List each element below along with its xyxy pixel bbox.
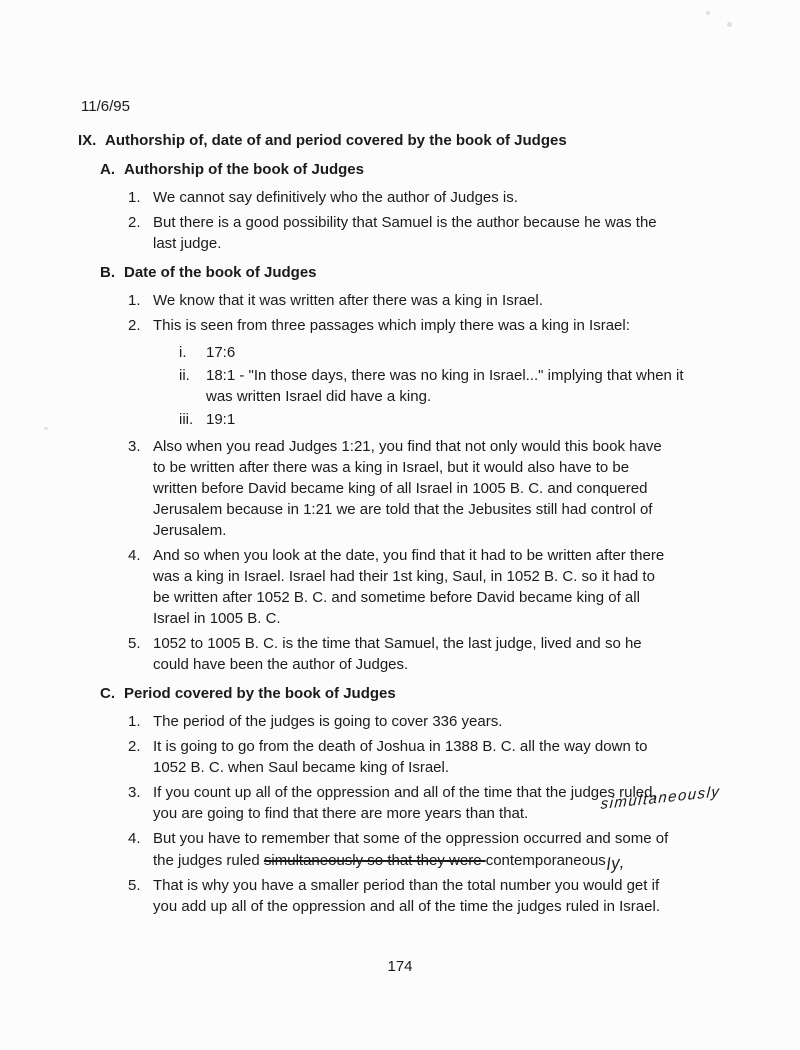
item-body — [153, 290, 746, 311]
text-line — [153, 290, 746, 311]
scan-artifact — [706, 11, 710, 15]
text-run: This is seen from three passages which imply there was a king in Israel: — [153, 317, 630, 334]
section-heading — [100, 159, 746, 180]
text-run: you are going to find that there are more years than that. — [153, 805, 529, 822]
section-a — [78, 159, 746, 254]
outline-item — [128, 290, 746, 311]
section-b — [78, 262, 746, 675]
date-label: 11/6/95 — [81, 98, 130, 115]
item-number: 3. — [128, 438, 141, 455]
text-line — [153, 875, 746, 896]
text-line — [153, 436, 746, 457]
text-line — [153, 711, 746, 732]
scan-artifact — [44, 427, 48, 430]
sub-item-body — [206, 342, 235, 363]
text-run: 1052 to 1005 B. C. is the time that Samuel, the last judge, lived and so he — [153, 635, 642, 652]
sub-item — [179, 365, 746, 407]
text-line — [206, 386, 684, 407]
outline-item — [128, 875, 746, 917]
text-run: 18:1 - "In those days, there was no king in Israel..." implying that when it — [206, 367, 684, 384]
text-run: It is going to go from the death of Joshua in 1388 B. C. all the way down to — [153, 738, 648, 755]
section-title: Date of the book of Judges — [124, 264, 317, 281]
text-line — [153, 587, 746, 608]
text-line — [153, 520, 746, 541]
item-number: 4. — [128, 547, 141, 564]
outline-title: Authorship of, date of and period covered by the book of Judges — [105, 132, 567, 149]
text-run: you add up all of the oppression and all of the time the judges ruled in Israel. — [153, 898, 660, 915]
text-line — [153, 457, 746, 478]
item-number: 2. — [128, 214, 141, 231]
text-run: Jerusalem. — [153, 522, 227, 539]
outline-item — [128, 212, 746, 254]
item-number: 5. — [128, 635, 141, 652]
outline-item — [128, 315, 746, 432]
text-line — [153, 849, 746, 875]
text-line — [206, 409, 235, 430]
item-number: 1. — [128, 292, 141, 309]
item-body — [153, 436, 746, 541]
outline-item — [128, 436, 746, 541]
text-line — [153, 736, 746, 757]
sub-item — [179, 409, 746, 430]
text-run: to be written after there was a king in Israel, but it would also have to be — [153, 459, 630, 476]
text-line — [153, 233, 746, 254]
text-run: That is why you have a smaller period than the total number you would get if — [153, 877, 660, 894]
item-number: 3. — [128, 784, 141, 801]
text-run: But you have to remember that some of the oppression occurred and some of — [153, 830, 669, 847]
text-run: We cannot say definitively who the author of Judges is. — [153, 189, 518, 206]
text-run: And so when you look at the date, you find that it had to be written after there — [153, 547, 665, 564]
text-line — [153, 608, 746, 629]
section-title: Period covered by the book of Judges — [124, 685, 396, 702]
item-number: 4. — [128, 830, 141, 847]
text-line — [153, 757, 746, 778]
outline-item — [128, 736, 746, 778]
text-line — [206, 342, 235, 363]
item-body — [153, 633, 746, 675]
outline-item — [128, 828, 746, 875]
text-line — [153, 566, 746, 587]
text-line — [153, 315, 746, 336]
text-run: We know that it was written after there was a king in Israel. — [153, 292, 543, 309]
text-run: 19:1 — [206, 411, 236, 428]
text-line — [153, 545, 746, 566]
text-line — [206, 365, 684, 386]
sub-item-number: iii. — [179, 411, 194, 428]
text-run: written before David became king of all Israel in 1005 B. C. and conquered — [153, 480, 648, 497]
section-c — [78, 683, 746, 917]
handwritten-correction: ly, — [605, 852, 626, 875]
page-number: 174 — [387, 958, 413, 975]
section-letter: A. — [100, 161, 115, 178]
text-run: was written Israel did have a king. — [206, 388, 432, 405]
text-line — [153, 654, 746, 675]
text-run: was a king in Israel. Israel had their 1st king, Saul, in 1052 B. C. so it had to — [153, 568, 655, 585]
outline-item — [128, 545, 746, 629]
outline-number: IX. — [78, 132, 97, 149]
item-number: 1. — [128, 189, 141, 206]
scan-artifact — [727, 22, 732, 27]
outline-sections — [78, 159, 746, 917]
struck-out-text: simultaneously so that they were — [263, 852, 486, 869]
outline-item — [128, 711, 746, 732]
outline-item — [128, 187, 746, 208]
text-run: The period of the judges is going to cover 336 years. — [153, 713, 503, 730]
handwritten-margin-note: simultaneously — [600, 783, 721, 813]
text-line — [153, 478, 746, 499]
text-run: 17:6 — [206, 344, 236, 361]
text-run: the judges ruled — [153, 852, 264, 869]
document-content — [78, 96, 746, 921]
text-run: Also when you read Judges 1:21, you find that not only would this book have — [153, 438, 662, 455]
text-line — [153, 187, 746, 208]
sub-item-number: ii. — [179, 367, 190, 384]
text-line — [153, 499, 746, 520]
text-run: contemporaneous — [485, 852, 606, 869]
item-body — [153, 212, 746, 254]
item-body — [153, 828, 746, 875]
item-number: 5. — [128, 877, 141, 894]
text-line — [153, 212, 746, 233]
item-body — [153, 187, 746, 208]
sub-item-body — [206, 365, 684, 407]
outline-item — [128, 633, 746, 675]
text-run: If you count up all of the oppression and all of the time that the judges ruled, — [153, 784, 657, 801]
item-body — [153, 315, 746, 432]
sub-item — [179, 342, 746, 363]
outline-heading — [78, 130, 746, 151]
text-run: 1052 B. C. when Saul became king of Israel. — [153, 759, 450, 776]
item-number: 2. — [128, 317, 141, 334]
section-letter: B. — [100, 264, 115, 281]
text-run: Jerusalem because in 1:21 we are told that the Jebusites still had control of — [153, 501, 653, 518]
item-body — [153, 711, 746, 732]
text-line — [153, 828, 746, 849]
section-letter: C. — [100, 685, 115, 702]
text-run: But there is a good possibility that Samuel is the author because he was the — [153, 214, 657, 231]
text-run: Israel in 1005 B. C. — [153, 610, 281, 627]
text-line — [153, 633, 746, 654]
sub-item-number: i. — [179, 344, 187, 361]
text-run: last judge. — [153, 235, 222, 252]
text-run: could have been the author of Judges. — [153, 656, 409, 673]
item-body — [153, 875, 746, 917]
sub-item-body — [206, 409, 235, 430]
item-body — [153, 545, 746, 629]
text-run: be written after 1052 B. C. and sometime before David became king of all — [153, 589, 640, 606]
section-heading — [100, 262, 746, 283]
section-title: Authorship of the book of Judges — [124, 161, 364, 178]
section-heading — [100, 683, 746, 704]
sub-list — [179, 342, 746, 430]
item-number: 2. — [128, 738, 141, 755]
item-number: 1. — [128, 713, 141, 730]
item-body — [153, 736, 746, 778]
text-line — [153, 896, 746, 917]
outline-item — [128, 782, 746, 824]
